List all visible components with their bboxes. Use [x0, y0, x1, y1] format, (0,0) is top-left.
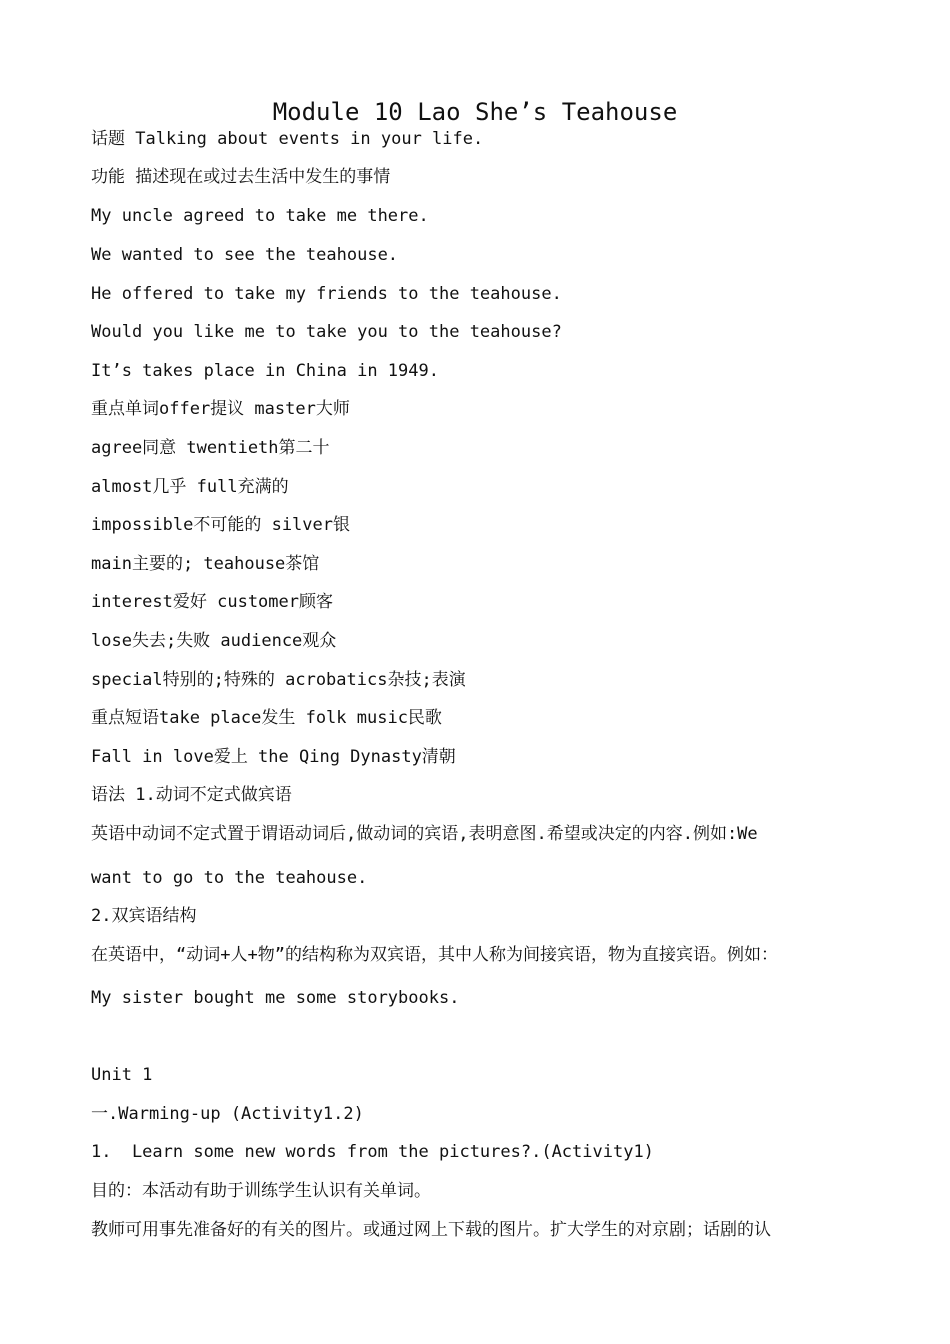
text-line-vocab-8: special特别的;特殊的 acrobatics杂技;表演 [91, 670, 466, 690]
text-line-grammar-example-1: want to go to the teahouse. [91, 868, 368, 888]
text-line-example-5: It’s takes place in China in 1949. [91, 361, 439, 381]
text-line-phrases-1: 重点短语take place发生 folk music民歌 [91, 708, 442, 728]
text-line-vocab-6: interest爱好 customer顾客 [91, 592, 333, 612]
text-line-warming-up: 一.Warming-up (Activity1.2) [91, 1104, 364, 1124]
text-line-vocab-2: agree同意 twentieth第二十 [91, 438, 330, 458]
text-line-example-2: We wanted to see the teahouse. [91, 245, 399, 265]
text-line-example-4: Would you like me to take you to the teahouse? [91, 322, 562, 342]
text-line-unit-heading: Unit 1 [91, 1065, 153, 1085]
text-line-topic: 话题 Talking about events in your life. [91, 129, 484, 149]
text-line-activity-1: 1. Learn some new words from the pictures?.(Activity1) [91, 1142, 654, 1162]
text-line-example-3: He offered to take my friends to the teahouse. [91, 284, 562, 304]
text-line-vocab-1: 重点单词offer提议 master大师 [91, 399, 350, 419]
text-line-grammar-example-2: My sister bought me some storybooks. [91, 988, 460, 1008]
text-line-teacher-note: 教师可用事先准备好的有关的图片。或通过网上下载的图片。扩大学生的对京剧；话剧的认 [91, 1220, 771, 1240]
text-line-purpose: 目的：本活动有助于训练学生认识有关单词。 [91, 1181, 431, 1201]
text-line-grammar-explain-1: 英语中动词不定式置于谓语动词后,做动词的宾语,表明意图.希望或决定的内容.例如:We [91, 824, 758, 844]
text-line-example-1: My uncle agreed to take me there. [91, 206, 429, 226]
text-line-function: 功能 描述现在或过去生活中发生的事情 [91, 167, 391, 187]
text-line-vocab-4: impossible不可能的 silver银 [91, 515, 350, 535]
page-title: Module 10 Lao She’s Teahouse [272, 98, 678, 126]
text-line-phrases-2: Fall in love爱上 the Qing Dynasty清朝 [91, 747, 456, 767]
text-line-vocab-3: almost几乎 full充满的 [91, 477, 289, 497]
text-line-grammar-explain-2: 在英语中，“动词+人+物”的结构称为双宾语，其中人称为间接宾语，物为直接宾语。例如： [91, 945, 778, 965]
text-line-vocab-7: lose失去;失败 audience观众 [91, 631, 337, 651]
text-line-grammar-heading-2: 2.双宾语结构 [91, 906, 197, 926]
text-line-vocab-5: main主要的; teahouse茶馆 [91, 554, 320, 574]
text-line-grammar-heading: 语法 1.动词不定式做宾语 [91, 785, 292, 805]
